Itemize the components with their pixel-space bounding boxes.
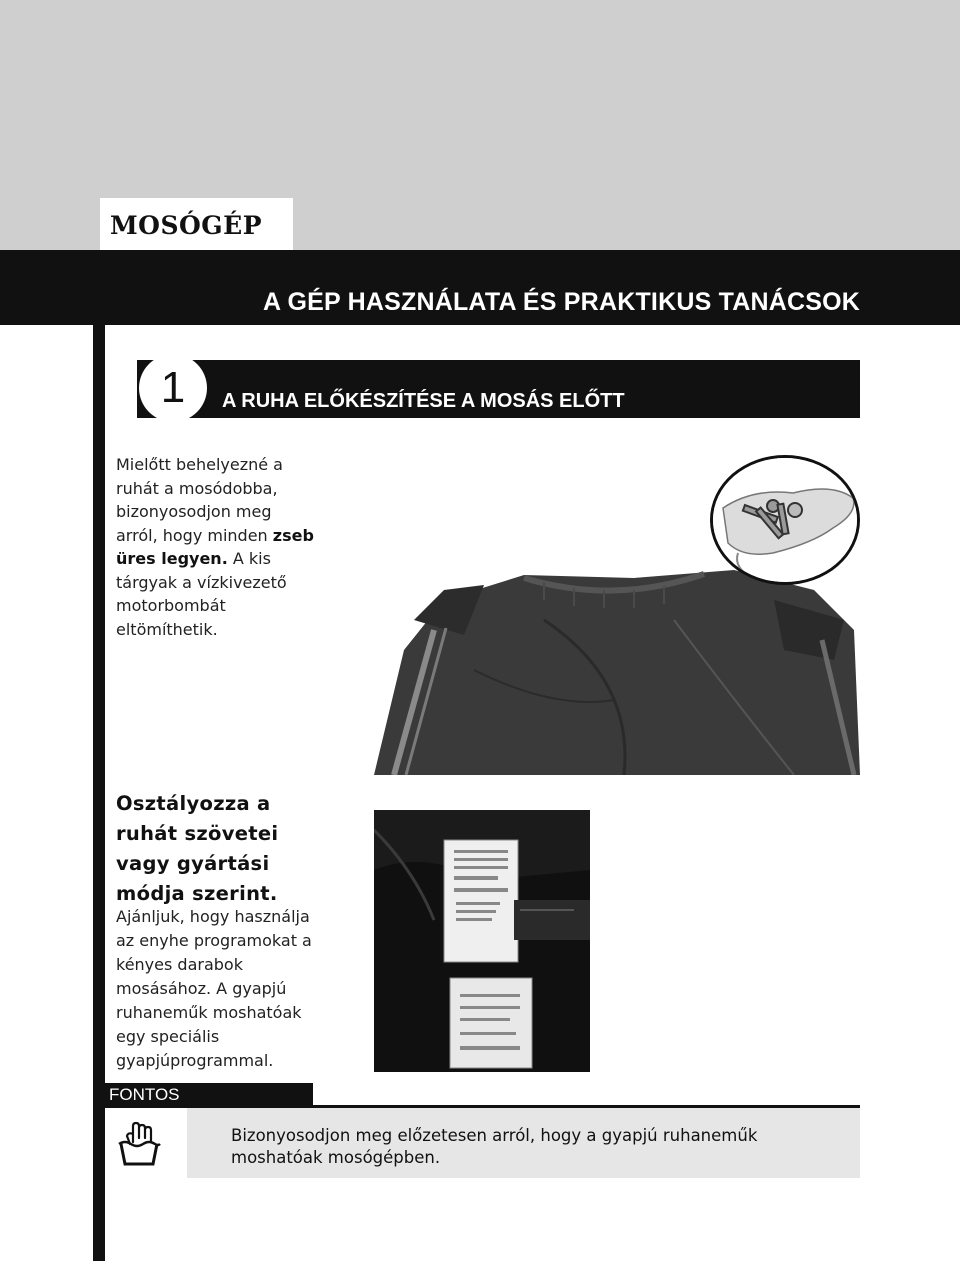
intro-paragraph <box>116 453 316 641</box>
section-title: A RUHA ELŐKÉSZÍTÉSE A MOSÁS ELŐTT <box>222 390 625 412</box>
trousers-photo <box>374 560 860 775</box>
care-label-photo <box>374 810 590 1072</box>
important-label: FONTOS <box>109 1085 180 1104</box>
brand-label-box <box>100 198 293 252</box>
brand-title: MOSÓGÉP <box>110 210 262 240</box>
important-label-bar <box>105 1083 313 1107</box>
intro-text-bold: zseb üres legyen. <box>116 525 314 568</box>
important-note-text: Bizonyosodjon meg előzetesen arról, hogy a gyapjú ruhaneműk moshatóak mosógépben. <box>231 1126 758 1167</box>
sorting-heading: Osztályozza a ruhát szövetei vagy gyártási módja szerint. <box>116 792 279 905</box>
intro-text-after: A kis tárgyak a vízkivezető motorbombát eltömíthetik. <box>116 549 287 639</box>
main-title-bar <box>0 250 960 325</box>
section-number: 1 <box>139 354 207 422</box>
main-title: A GÉP HASZNÁLATA ÉS PRAKTIKUS TANÁCSOK <box>263 288 860 316</box>
left-vertical-rule <box>93 325 105 1261</box>
keys-in-hand-photo <box>710 455 860 585</box>
intro-text-before: Mielőtt behelyezné a ruhát a mosódobba, bizonyosodjon meg arról, hogy minden <box>116 455 283 545</box>
hand-wash-icon <box>117 1120 161 1172</box>
sorting-paragraph: Ajánljuk, hogy használja az enyhe programokat a kényes darabok mosásához. A gyapjú ruhaneműk moshatóak egy speciális gyapjúprogrammal. <box>116 907 312 1070</box>
